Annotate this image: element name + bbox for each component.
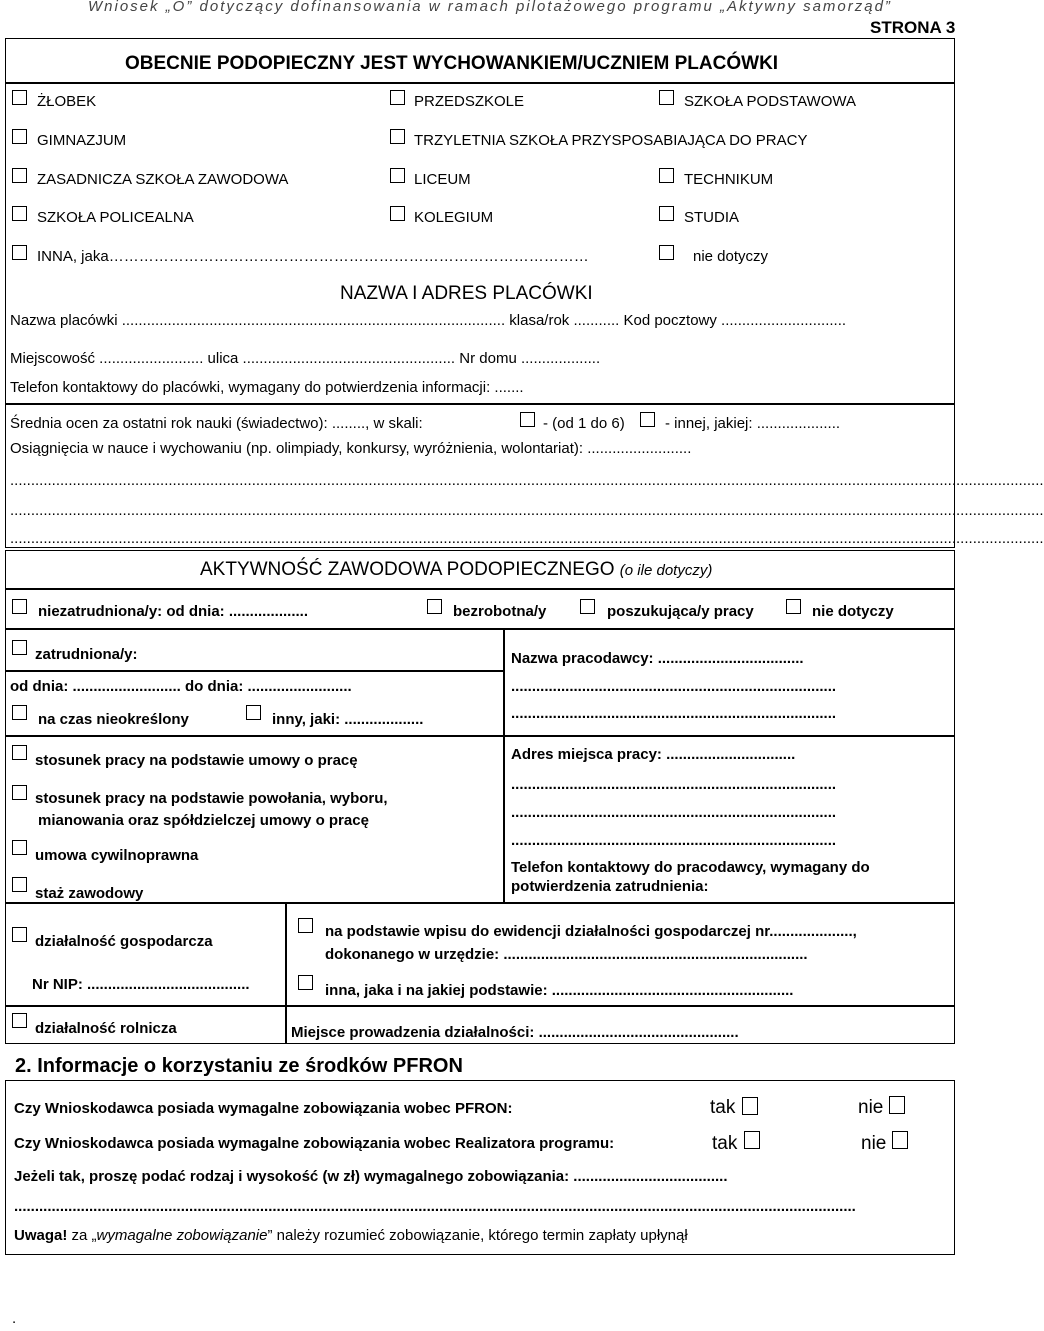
checkbox-university[interactable] xyxy=(659,206,674,221)
institution-city-field[interactable]: Miejscowość ......................... ulica ................................................... Nr domu ................... xyxy=(10,350,601,367)
checkbox-other-term[interactable] xyxy=(246,705,261,720)
employer-phone-label-cont[interactable]: potwierdzenia zatrudnienia: xyxy=(511,878,709,895)
dotted-line: .............................................................................. xyxy=(511,804,837,821)
option-label: TECHNIKUM xyxy=(684,171,774,188)
dotted-line: .......................................................................................................................................................................................................... xyxy=(14,1198,856,1215)
workplace-address-field[interactable]: Adres miejsca pracy: ............................... xyxy=(511,746,796,763)
checkbox-jobless[interactable] xyxy=(427,599,442,614)
institution-phone-field[interactable]: Telefon kontaktowy do placówki, wymagany do potwierdzenia informacji: ....... xyxy=(10,379,524,396)
option-label: KOLEGIUM xyxy=(414,209,494,226)
agriculture-label: działalność rolnicza xyxy=(35,1020,177,1037)
checkbox-unemployed[interactable] xyxy=(12,599,27,614)
registry-field[interactable]: na podstawie wpisu do ewidencji działalności gospodarczej nr...................., xyxy=(325,923,857,940)
checkbox-realizator-yes[interactable] xyxy=(744,1131,760,1149)
option-label: ZASADNICZA SZKOŁA ZAWODOWA xyxy=(37,171,289,188)
other-term-field[interactable]: inny, jaki: ................... xyxy=(272,711,424,728)
footer-dot: . xyxy=(12,1310,17,1327)
document-header: Wniosek „O” dotyczący dofinansowania w ramach pilotażowego programu „Aktywny samorząd” xyxy=(88,0,892,15)
checkbox-post-secondary[interactable] xyxy=(12,206,27,221)
scale-other-field[interactable]: - innej, jakiej: .................... xyxy=(665,415,841,432)
institution-name-field[interactable]: Nazwa placówki ............................................................................................ klasa/rok ........... Kod pocztowy .............................. xyxy=(10,312,847,329)
checkbox-nursery[interactable] xyxy=(12,90,27,105)
appointment-label: stosunek pracy na podstawie powołania, wyboru, xyxy=(35,790,388,807)
dotted-line: .............................................................................. xyxy=(511,776,837,793)
checkbox-business[interactable] xyxy=(12,927,27,942)
checkbox-employment-contract[interactable] xyxy=(12,745,27,760)
checkbox-basic-vocational[interactable] xyxy=(12,168,27,183)
employed-label: zatrudniona/y: xyxy=(35,646,138,663)
section2-title: 2. Informacje o korzystaniu ze środków PFRON xyxy=(15,1055,463,1077)
business-label: działalność gospodarcza xyxy=(35,933,213,950)
divider xyxy=(5,1005,285,1007)
divider xyxy=(5,628,955,630)
checkbox-pfron-yes[interactable] xyxy=(742,1097,758,1115)
option-label: LICEUM xyxy=(414,171,471,188)
option-label: SZKOŁA POLICEALNA xyxy=(37,209,194,226)
checkbox-vocational-prep[interactable] xyxy=(390,129,405,144)
divider xyxy=(5,82,955,84)
checkbox-seeking-job[interactable] xyxy=(580,599,595,614)
checkbox-activity-na[interactable] xyxy=(786,599,801,614)
checkbox-high-school[interactable] xyxy=(390,168,405,183)
option-label: STUDIA xyxy=(684,209,740,226)
option-label: ŻŁOBEK xyxy=(37,93,97,110)
scale-label: - (od 1 do 6) xyxy=(543,415,625,432)
institution-title: OBECNIE PODOPIECZNY JEST WYCHOWANKIEM/UCZNIEM PLACÓWKI xyxy=(125,53,779,74)
dotted-line: .............................................................................. xyxy=(511,832,837,849)
page-number: STRONA 3 xyxy=(870,18,956,37)
seeking-label: poszukująca/y pracy xyxy=(607,603,754,620)
checkbox-internship[interactable] xyxy=(12,877,27,892)
checkbox-employed[interactable] xyxy=(12,640,27,655)
divider xyxy=(5,403,955,405)
civil-label: umowa cywilnoprawna xyxy=(35,847,199,864)
checkbox-realizator-no[interactable] xyxy=(892,1131,908,1149)
business-place-field[interactable]: Miejsce prowadzenia działalności: ................................................ xyxy=(291,1024,739,1041)
divider xyxy=(5,902,955,904)
jobless-label: bezrobotna/y xyxy=(453,603,547,620)
dotted-line: ........................................................................................................................................................................................................................................................ xyxy=(10,472,1044,489)
checkbox-other[interactable] xyxy=(12,245,27,260)
checkbox-other-basis[interactable] xyxy=(298,975,313,990)
internship-label: staż zawodowy xyxy=(35,885,144,902)
checkbox-pfron-no[interactable] xyxy=(889,1096,905,1114)
checkbox-civil-contract[interactable] xyxy=(12,840,27,855)
no-label: nie xyxy=(858,1097,884,1118)
grade-average-field[interactable]: Średnia ocen za ostatni rok nauki (świadectwo): ........, w skali: xyxy=(10,415,423,432)
yes-label: tak xyxy=(712,1133,738,1154)
checkbox-primary-school[interactable] xyxy=(659,90,674,105)
address-title: NAZWA I ADRES PLACÓWKI xyxy=(340,283,593,304)
unemployed-label[interactable]: niezatrudniona/y: od dnia: ................... xyxy=(38,603,309,620)
checkbox-scale-1-6[interactable] xyxy=(520,412,535,427)
checkbox-agriculture[interactable] xyxy=(12,1013,27,1028)
checkbox-not-applicable[interactable] xyxy=(659,245,674,260)
option-label: GIMNAZJUM xyxy=(37,132,127,149)
checkbox-appointment[interactable] xyxy=(12,785,27,800)
column-divider xyxy=(503,628,505,902)
option-label: nie dotyczy xyxy=(693,248,769,265)
dotted-line: ........................................................................................................................................................................................................................................................ xyxy=(10,530,1044,547)
checkbox-registry[interactable] xyxy=(298,918,313,933)
realizator-question: Czy Wnioskodawca posiada wymagalne zobowiązania wobec Realizatora programu: xyxy=(14,1135,615,1152)
checkbox-gymnasium[interactable] xyxy=(12,129,27,144)
divider xyxy=(285,1005,955,1007)
other-basis-field[interactable]: inna, jaka i na jakiej podstawie: .......................................................... xyxy=(325,982,794,999)
checkbox-scale-other[interactable] xyxy=(640,412,655,427)
option-label: TRZYLETNIA SZKOŁA PRZYSPOSABIAJĄCA DO PRACY xyxy=(414,132,808,149)
employer-name-field[interactable]: Nazwa pracodawcy: ................................... xyxy=(511,650,804,667)
appointment-label-cont: mianowania oraz spółdzielczej umowy o pracę xyxy=(38,812,369,829)
dotted-line: .............................................................................. xyxy=(511,705,837,722)
obligation-details-field[interactable]: Jeżeli tak, proszę podać rodzaj i wysokość (w zł) wymagalnego zobowiązania: ..................................... xyxy=(14,1168,728,1185)
na-label: nie dotyczy xyxy=(812,603,894,620)
pfron-question: Czy Wnioskodawca posiada wymagalne zobowiązania wobec PFRON: xyxy=(14,1100,513,1117)
checkbox-preschool[interactable] xyxy=(390,90,405,105)
divider xyxy=(5,670,503,672)
note: Uwaga! za „wymagalne zobowiązanie” należy rozumieć zobowiązanie, którego termin zapłaty upłynął xyxy=(14,1227,688,1244)
employment-dates-field[interactable]: od dnia: .......................... do dnia: ......................... xyxy=(10,678,352,695)
contract-label: stosunek pracy na podstawie umowy o pracę xyxy=(35,752,358,769)
nip-field[interactable]: Nr NIP: ....................................... xyxy=(32,976,250,993)
option-label: PRZEDSZKOLE xyxy=(414,93,525,110)
checkbox-technical[interactable] xyxy=(659,168,674,183)
activity-title: AKTYWNOŚĆ ZAWODOWA PODOPIECZNEGO (o ile dotyczy) xyxy=(200,559,713,580)
checkbox-college[interactable] xyxy=(390,206,405,221)
divider xyxy=(5,735,503,737)
achievements-field[interactable]: Osiągnięcia w nauce i wychowaniu (np. olimpiady, konkursy, wyróżnienia, wolontariat): ......................... xyxy=(10,440,692,457)
no-label: nie xyxy=(861,1133,887,1154)
checkbox-indefinite[interactable] xyxy=(12,705,27,720)
divider xyxy=(503,735,955,737)
option-label: SZKOŁA PODSTAWOWA xyxy=(684,93,856,110)
indefinite-label: na czas nieokreślony xyxy=(38,711,189,728)
column-divider xyxy=(285,902,287,1044)
dotted-line: ........................................................................................................................................................................................................................................................ xyxy=(10,502,1044,519)
employer-phone-label: Telefon kontaktowy do pracodawcy, wymagany do xyxy=(511,859,870,876)
dotted-line: .............................................................................. xyxy=(511,678,837,695)
option-label[interactable]: INNA, jaka…………………………………………………………………………………… xyxy=(37,248,589,265)
registry-office-field[interactable]: dokonanego w urzędzie: ......................................................................... xyxy=(325,946,808,963)
yes-label: tak xyxy=(710,1097,736,1118)
divider xyxy=(5,588,955,590)
